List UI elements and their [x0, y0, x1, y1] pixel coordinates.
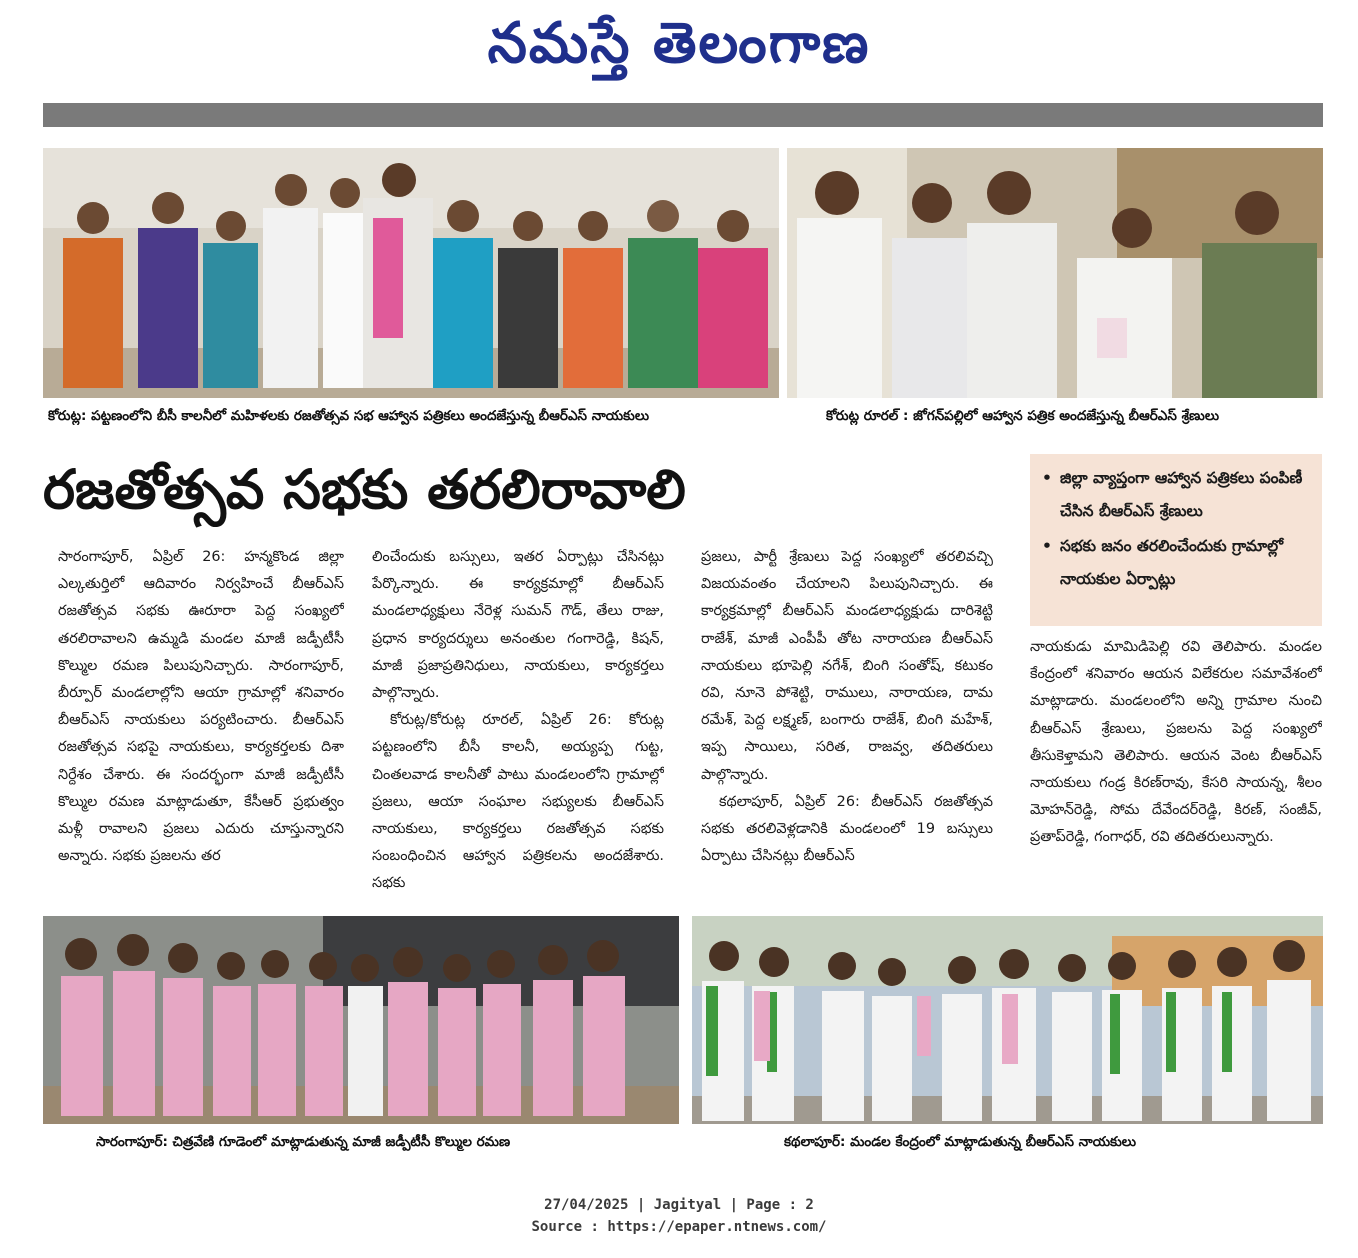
highlight-item [1042, 530, 1312, 596]
article-column-3 [701, 544, 993, 906]
highlight-item [1042, 462, 1312, 528]
caption-top-left: కోరుట్ల: పట్టణంలోని బీసీ కాలనీలో మహిళలకు రజతోత్సవ సభ ఆహ్వాన పత్రికలు అందజేస్తున్న బీఆర్ఎస్ నాయకులు [48, 408, 650, 424]
bullet-icon: • [1042, 537, 1052, 555]
highlight-text: సభకు జనం తరలించేందుకు గ్రామాల్లో నాయకుల ఏర్పాట్లు [1060, 537, 1284, 588]
highlights-box [1030, 454, 1322, 626]
photo-bottom-left [43, 916, 679, 1124]
paragraph: సారంగాపూర్, ఏప్రిల్ 26: హన్మకొండ జిల్లా ఎల్కతుర్తిలో ఆదివారం నిర్వహించే బీఆర్ఎస్ రజతోత్సవ సభకు ఊరూరా పెద్ద సంఖ్యలో తరలిరావాలని ఉమ్మడి మండల మాజీ జడ్పీటీసీ కొల్ముల రమణ పిలుపునిచ్చారు. సారంగాపూర్, బీర్పూర్ మండలాల్లోని ఆయా గ్రామాల్లో శనివారం బీఆర్ఎస్ నాయకులు పర్యటించారు. బీఆర్ఎస్ రజతోత్సవ సభపై నాయకులు, కార్యకర్తలకు దిశా నిర్దేశం చేశారు. ఈ సందర్భంగా మాజీ జడ్పీటీసీ కొల్ముల రమణ మాట్లాడుతూ, కేసీఆర్ ప్రభుత్వం మళ్లీ రావాలని ప్రజలు ఎదురు చూస్తున్నారని అన్నారు. సభకు ప్రజలను తర [58, 549, 344, 865]
article-headline: రజతోత్సవ సభకు తరలిరావాలి [43, 458, 686, 521]
article-column-1 [58, 544, 344, 906]
newspaper-masthead: నమస్తే తెలంగాణ [487, 10, 871, 76]
paragraph: లించేందుకు బస్సులు, ఇతర ఏర్పాట్లు చేసినట్లు పేర్కొన్నారు. ఈ కార్యక్రమాల్లో బీఆర్ఎస్ మండలాధ్యక్షులు నేరెళ్ల సుమన్ గౌడ్, తేలు రాజు, ప్రధాన కార్యదర్శులు అనంతుల గంగారెడ్డి, కిషన్, మాజీ ప్రజాప్రతినిధులు, నాయకులు, కార్యకర్తలు పాల్గొన్నారు. [372, 549, 664, 702]
paragraph: కోరుట్ల/కోరుట్ల రూరల్, ఏప్రిల్ 26: కోరుట్ల పట్టణంలోని బీసీ కాలనీ, అయ్యప్ప గుట్ట, చింతలవాడ కాలనీతో పాటు మండలంలోని గ్రామాల్లో ప్రజలు, ఆయా సంఘాల సభ్యులకు బీఆర్ఎస్ నాయకులు, కార్యకర్తలు రజతోత్సవ సభకు సంబంధించిన ఆహ్వాన పత్రికలను అందజేశారు. సభకు [372, 712, 664, 892]
article-column-4 [1030, 634, 1322, 906]
bullet-icon: • [1042, 469, 1052, 487]
footer-date-edition: 27/04/2025 | Jagityal | Page : 2 [544, 1197, 814, 1213]
photo-top-left [43, 148, 779, 398]
photo-top-right [787, 148, 1323, 398]
article-column-2 [372, 544, 664, 906]
caption-bottom-left: సారంగాపూర్: చిత్రవేణి గూడెంలో మాట్లాడుతున్న మాజీ జడ్పీటీసీ కొల్ముల రమణ [96, 1134, 511, 1150]
paragraph: నాయకుడు మామిడిపెల్లి రవి తెలిపారు. మండల కేంద్రంలో శనివారం ఆయన విలేకరుల సమావేశంలో మాట్లాడారు. మండలంలోని అన్ని గ్రామాల నుంచి బీఆర్ఎస్ శ్రేణులు, ప్రజలను పెద్ద సంఖ్యలో తీసుకెళ్తామని తెలిపారు. ఆయన వెంట బీఆర్ఎస్ నాయకులు గండ్ర కిరణ్‌రావు, కేసరి సాయన్న, శీలం మోహన్‌రెడ్డి, సోమ దేవేందర్‌రెడ్డి, కిరణ్, సంజీవ్, ప్రతాప్‌రెడ్డి, గంగాధర్, రవి తదితరులున్నారు. [1030, 639, 1322, 846]
paragraph: కథలాపూర్, ఏప్రిల్ 26: బీఆర్ఎస్ రజతోత్సవ సభకు తరలివెళ్లడానికి మండలంలో 19 బస్సులు ఏర్పాటు చేసినట్లు బీఆర్ఎస్ [701, 793, 993, 865]
paragraph: ప్రజలు, పార్టీ శ్రేణులు పెద్ద సంఖ్యలో తరలివచ్చి విజయవంతం చేయాలని పిలుపునిచ్చారు. ఈ కార్యక్రమాల్లో బీఆర్ఎస్ మండలాధ్యక్షుడు దారిశెట్టి రాజేశ్, మాజీ ఎంపీపీ తోట నారాయణ బీఆర్ఎస్ నాయకులు భూపెల్లి నగేశ్, బింగి సంతోష్, కటుకం రవి, నూనె పోశెట్టి, రాములు, నారాయణ, దామ రమేశ్, పెద్ద లక్ష్మణ్, బంగారు రాజేశ్, బింగి మహేశ్, ఇప్ప సాయిలు, సరిత, రాజవ్వ, తదితరులు పాల్గొన్నారు. [701, 549, 993, 783]
caption-top-right: కోరుట్ల రూరల్ : జోగన్‌పల్లిలో ఆహ్వాన పత్రిక అందజేస్తున్న బీఆర్ఎస్ శ్రేణులు [826, 408, 1220, 424]
photo-bottom-right [692, 916, 1323, 1124]
footer-source-link[interactable]: Source : https://epaper.ntnews.com/ [531, 1219, 827, 1235]
highlight-text: జిల్లా వ్యాప్తంగా ఆహ్వాన పత్రికలు పంపిణీ చేసిన బీఆర్ఎస్ శ్రేణులు [1060, 469, 1303, 520]
header-divider-bar [43, 103, 1323, 127]
caption-bottom-right: కథలాపూర్: మండల కేంద్రంలో మాట్లాడుతున్న బీఆర్ఎస్ నాయకులు [784, 1134, 1137, 1150]
